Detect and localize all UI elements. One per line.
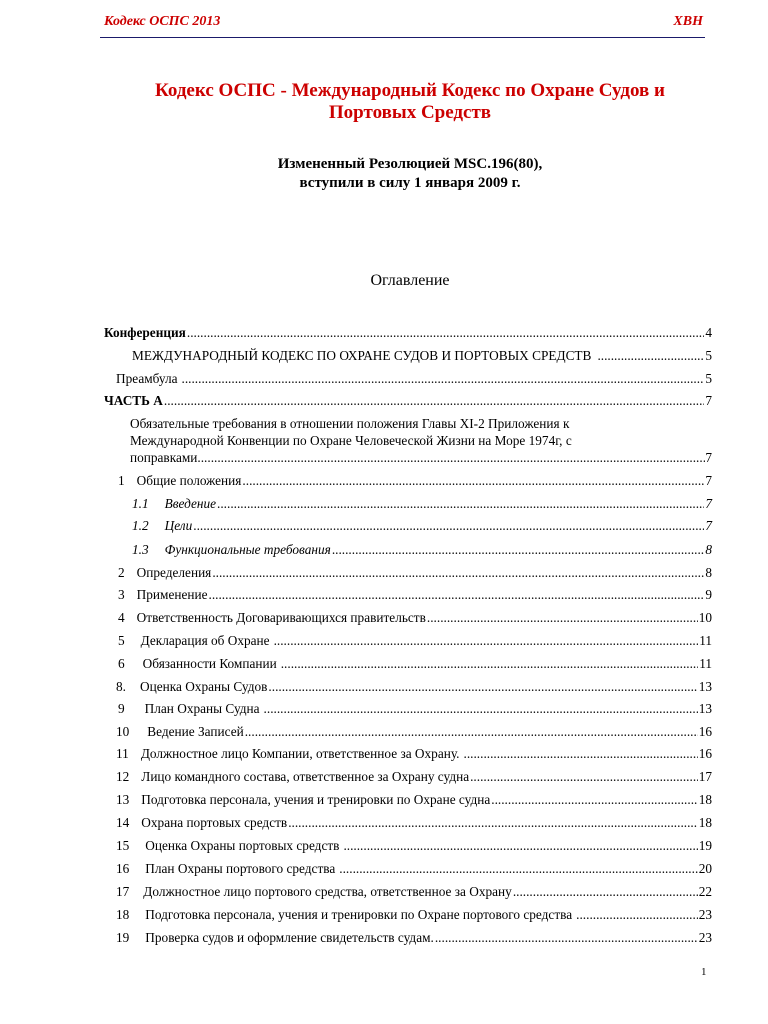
toc-page: 7 [705,450,712,465]
toc-label: Обязанности Компании [142,656,277,671]
toc-leader [435,930,698,946]
header-divider [100,37,705,38]
toc-page: 16 [698,746,712,761]
toc-entry-s1-1[interactable] [132,496,712,512]
toc-leader [274,633,699,649]
toc-entry-preamble[interactable] [116,371,712,387]
toc-page: 7 [705,518,712,533]
toc-entry-s4[interactable] [118,610,712,626]
toc-entry-s6[interactable] [118,656,712,672]
toc-leader [268,679,697,695]
toc-page: 7 [705,393,712,408]
header-right: ХВН [673,14,703,29]
toc-entry-s1[interactable] [118,473,712,489]
toc-label: Оценка Охраны портовых средств [145,838,340,853]
toc-leader [576,907,698,923]
toc-label: Ведение Записей [147,724,244,739]
toc-leader [201,449,706,466]
toc-label: Конференция [104,325,186,340]
toc-label: ЧАСТЬ А [104,393,163,408]
toc-page: 8 [705,565,712,580]
toc-label: План Охраны Судна [144,701,260,716]
toc-entry-s19[interactable] [116,930,712,946]
toc-label: Применение [136,587,208,602]
toc-entry-s12[interactable] [116,769,712,785]
toc-label-line-2: Международной Конвенции по Охране Человеческой Жизни на Море 1974г, с [130,433,572,448]
toc-page: 8 [705,542,712,557]
toc-leader [339,861,697,877]
toc-leader [491,792,697,808]
toc-page: 11 [699,633,712,648]
toc-leader [597,348,704,364]
toc-page: 20 [698,861,712,876]
toc-number: 9 [118,701,125,716]
toc-label: Должностное лицо портового средства, ответственное за Охрану [143,884,512,899]
toc-entry-s13[interactable] [116,792,712,808]
toc-entry-s16[interactable] [116,861,712,877]
toc-page: 5 [705,371,712,386]
toc-entry-code[interactable] [132,348,712,364]
toc-page: 4 [705,325,712,340]
toc-leader [182,371,705,387]
toc-leader [242,473,704,489]
subtitle-line-2: вступили в силу 1 января 2009 г. [299,175,521,191]
toc-page: 23 [698,907,712,922]
toc-entry-s5[interactable] [118,633,712,649]
toc-page: 18 [698,815,712,830]
toc-label: Проверка судов и оформление свидетельств судам. [145,930,434,945]
toc-leader [343,838,697,854]
title-line-1: Кодекс ОСПС - Международный Кодекс по Охране Судов и [155,80,665,101]
toc-entry-s8[interactable] [116,679,712,695]
toc-page: 7 [705,496,712,511]
toc-number: 15 [116,838,130,853]
toc-label: Подготовка персонала, учения и тренировки по Охране портового средства [145,907,573,922]
toc-page: 7 [705,473,712,488]
toc-entry-mandatory[interactable] [130,415,712,466]
toc-leader [187,325,704,341]
toc-page: 22 [698,884,712,899]
toc-label-line-1: Обязательные требования в отношении положения Главы XI-2 Приложения к [130,416,570,431]
toc-number: 19 [116,930,130,945]
toc-page: 9 [705,587,712,602]
toc-label: Лицо командного состава, ответственное за Охрану судна [141,769,470,784]
toc-leader [464,746,698,762]
toc-entry-s1-3[interactable] [132,542,712,558]
toc-entry-s10[interactable] [116,724,712,740]
toc-page: 19 [698,838,712,853]
toc-number: 10 [116,724,130,739]
toc-leader [513,884,698,900]
toc-page: 16 [698,724,712,739]
toc-leader [288,815,698,831]
toc-number: 1.1 [132,496,149,511]
toc-label: Оценка Охраны Судов [139,679,268,694]
toc-number: 13 [116,792,130,807]
document-subtitle [100,155,720,193]
toc-label: Охрана портовых средств [141,815,288,830]
page-number: 1 [701,966,707,978]
toc-label: Введение [164,496,217,511]
toc-entry-s3[interactable] [118,587,712,603]
toc-label: Подготовка персонала, учения и тренировки по Охране судна [141,792,491,807]
toc-entry-s14[interactable] [116,815,712,831]
toc-number: 8. [116,679,126,694]
toc-number: 18 [116,907,130,922]
toc-page: 10 [698,610,712,625]
toc-leader [470,769,698,785]
toc-entry-s1-2[interactable] [132,518,712,534]
toc-number: 4 [118,610,125,625]
toc-number: 1.3 [132,542,149,557]
toc-leader [264,701,698,717]
toc-number: 14 [116,815,130,830]
toc-page: 13 [698,701,712,716]
toc-leader [281,656,698,672]
toc-leader [212,565,704,581]
toc-leader [245,724,698,740]
toc-label: Определения [136,565,212,580]
toc-label: Цели [164,518,193,533]
toc-entry-s17[interactable] [116,884,712,900]
toc-label: Декларация об Охране [140,633,270,648]
toc-page: 17 [698,769,712,784]
toc-label: Общие положения [136,473,242,488]
toc-leader [427,610,698,626]
toc-label: Должностное лицо Компании, ответственное за Охрану. [140,746,460,761]
toc-page: 13 [698,679,712,694]
toc-entry-s9[interactable] [118,701,712,717]
toc-page: 11 [699,656,712,671]
toc-leader [164,393,704,409]
toc-entry-s2[interactable] [118,565,712,581]
subtitle-line-1: Измененный Резолюцией MSC.196(80), [277,156,543,172]
toc-leader [217,496,704,512]
toc-label: МЕЖДУНАРОДНЫЙ КОДЕКС ПО ОХРАНЕ СУДОВ И ПОРТОВЫХ СРЕДСТВ [132,348,592,363]
toc-entry-s18[interactable] [116,907,712,923]
toc-number: 1 [118,473,125,488]
toc-leader [193,518,704,534]
toc-entry-s15[interactable] [116,838,712,854]
toc-number: 3 [118,587,125,602]
toc-label: Ответственность Договаривающихся правительств [136,610,426,625]
header-left: Кодекс ОСПС 2013 [104,14,221,29]
toc-number: 5 [118,633,125,648]
toc-number: 2 [118,565,125,580]
toc-page: 18 [698,792,712,807]
toc-number: 12 [116,769,130,784]
toc-leader [209,587,705,603]
toc-entry-conference[interactable] [104,325,712,341]
toc-page: 23 [698,930,712,945]
document-title [100,80,720,124]
toc-label: Преамбула [116,371,178,386]
toc-number: 11 [116,746,129,761]
toc-number: 6 [118,656,125,671]
toc-page: 5 [705,348,712,363]
toc-entry-part-a[interactable] [104,393,712,409]
toc-label-line-3: поправками. [130,450,201,465]
toc-heading: Оглавление [370,272,450,289]
toc-number: 16 [116,861,130,876]
toc-label: Функциональные требования [164,542,331,557]
toc-number: 17 [116,884,130,899]
toc-number: 1.2 [132,518,149,533]
title-line-2: Портовых Средств [328,102,492,123]
toc-entry-s11[interactable] [116,746,712,762]
toc-label: План Охраны портового средства [145,861,336,876]
toc-leader [332,542,705,558]
